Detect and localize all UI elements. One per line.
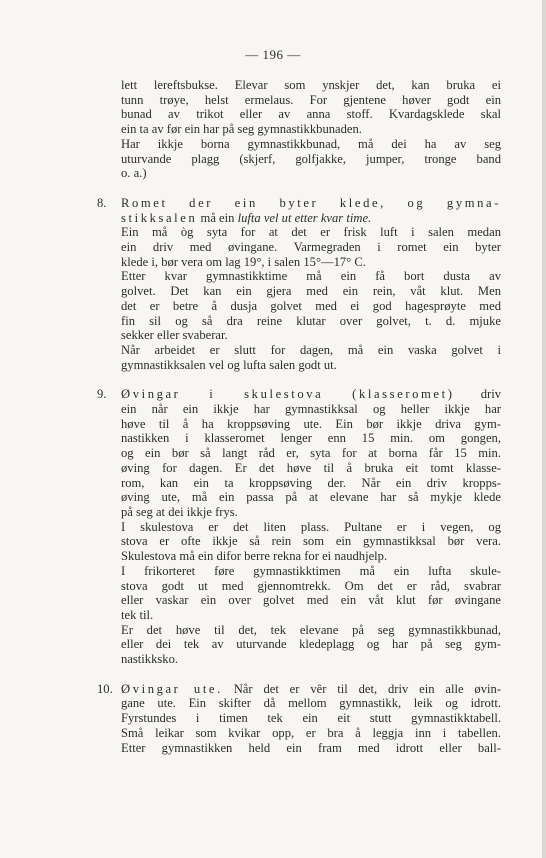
section-heading-tail: Når det er vêr til det, driv ein alle øvin- <box>222 681 501 696</box>
section-number: 8. <box>97 195 107 210</box>
text-line: og ein bør så langt råd er, syta for at borna får 15 min. <box>121 446 501 461</box>
section-body <box>121 696 501 755</box>
section-heading: Øvingar i skulestova (klasseromet) <box>121 387 455 402</box>
text-line: ein ta av før ein har på seg gymnastikkbunaden. <box>121 122 362 137</box>
text-line: Fyrstundes i timen tek ein eit stutt gymnastikktabell. <box>121 711 501 726</box>
text-line: Har ikkje borna gymnastikkbunad, må dei ha av seg <box>121 136 501 151</box>
section-heading-cont: stikksalen <box>121 210 198 225</box>
text-line: tek til. <box>121 607 154 622</box>
text-line: bunad av trikot eller av anna stoff. Kvardagsklede skal <box>121 107 501 122</box>
text-line: nastikksko. <box>121 652 179 667</box>
text-line: Skulestova må ein difor berre rekna for ei naudhjelp. <box>121 549 388 564</box>
text-line: eller vaskar ein over golvet med ein våt klut før øvingane <box>121 593 501 608</box>
section-heading-plain: må ein <box>197 210 238 225</box>
section-number: 9. <box>97 387 107 402</box>
text-line: på seg at dei ikkje frys. <box>121 504 238 519</box>
text-line: høve til å ha kroppsøving ute. Ein bør ikkje driva gym- <box>121 416 501 431</box>
text-line: rom, kan ein ta kroppsøving der. Når ein driv kropps- <box>121 475 501 490</box>
text-line: uturvande plagg (skjerf, golfjakke, jumper, tronge band <box>121 151 501 166</box>
section-heading: Romet der ein byter klede, og gymna- <box>121 195 501 210</box>
text-line: stova godt ut med gjennomtrekk. Om det er råd, svabrar <box>121 578 501 593</box>
text-line: I skulestova er det liten plass. Pultane er i vegen, og <box>121 519 501 534</box>
text-line: Når arbeidet er slutt for dagen, må ein vaska golvet i <box>121 342 501 357</box>
text-line: tunn trøye, helst ermelaus. For gjentene høver godt ein <box>121 92 501 107</box>
text-line: I frikorteret føre gymnastikktimen må ein lufta skule- <box>121 563 501 578</box>
text-line: Ein må òg syta for at det er frisk luft i salen medan <box>121 225 501 240</box>
text-line: Er det høve til det, tek elevane på seg gymnastikkbunad, <box>121 622 501 637</box>
section-heading-tail: driv <box>454 387 501 402</box>
text-line: ein driv med øvingane. Varmegraden i romet ein byter <box>121 240 501 255</box>
text-line: stova er ofte ikkje så rein som ein gymnastikksal bør vera. <box>121 534 501 549</box>
text-line: ein når ein ikkje har gymnastikksal og heller ikkje har <box>121 402 501 417</box>
text-line: øving ute, må ein passa på at elevane har så mykje klede <box>121 490 501 505</box>
text-line: Etter kvar gymnastikktime må ein få bort dusta av <box>121 269 501 284</box>
intro-paragraph <box>121 78 501 181</box>
text-line: klede i, bør vera om lag 19°, i salen 15°—17° C. <box>121 254 366 269</box>
text-line: sekker eller svaberar. <box>121 328 228 343</box>
text-line: fin sil og så dra reine klutar over golvet, t. d. mjuke <box>121 313 501 328</box>
section-8 <box>97 195 501 372</box>
text-line: øving for dagen. Er det høve til å bruka eit tomt klasse- <box>121 460 501 475</box>
text-line: Etter gymnastikken held ein fram med idrott eller ball- <box>121 740 501 755</box>
text-line: golvet. Det kan ein gjera med ein rein, våt klut. Men <box>121 284 501 299</box>
text-line: eller dei tek av uturvande kledeplagg og har på seg gym- <box>121 637 501 652</box>
section-body <box>121 225 501 372</box>
text-line: gane ute. Ein skifter då mellom gymnastikk, leik og idrott. <box>121 696 501 711</box>
section-number: 10. <box>97 681 113 696</box>
text-line: nastikken i klasseromet lenger enn 15 min. om gongen, <box>121 431 501 446</box>
text-line: det er betre å dusja golvet med ei god hagesprøyte med <box>121 298 501 313</box>
text-line: lett lereftsbukse. Elevar som ynskjer det, kan bruka ei <box>121 78 501 92</box>
text-line: o. a.) <box>121 166 147 181</box>
page-number: — 196 — <box>245 47 301 62</box>
section-heading: Øvingar ute. <box>121 681 223 696</box>
section-9 <box>97 387 501 667</box>
section-10 <box>97 681 501 756</box>
text-line: gymnastikksalen vel og lufta salen godt ut. <box>121 357 337 372</box>
body-text <box>97 78 501 755</box>
section-body <box>121 402 501 667</box>
text-line: Små leikar som kvikar opp, er bra å leggja inn i tabellen. <box>121 725 501 740</box>
section-heading-italic: lufta vel ut etter kvar time. <box>237 210 372 225</box>
